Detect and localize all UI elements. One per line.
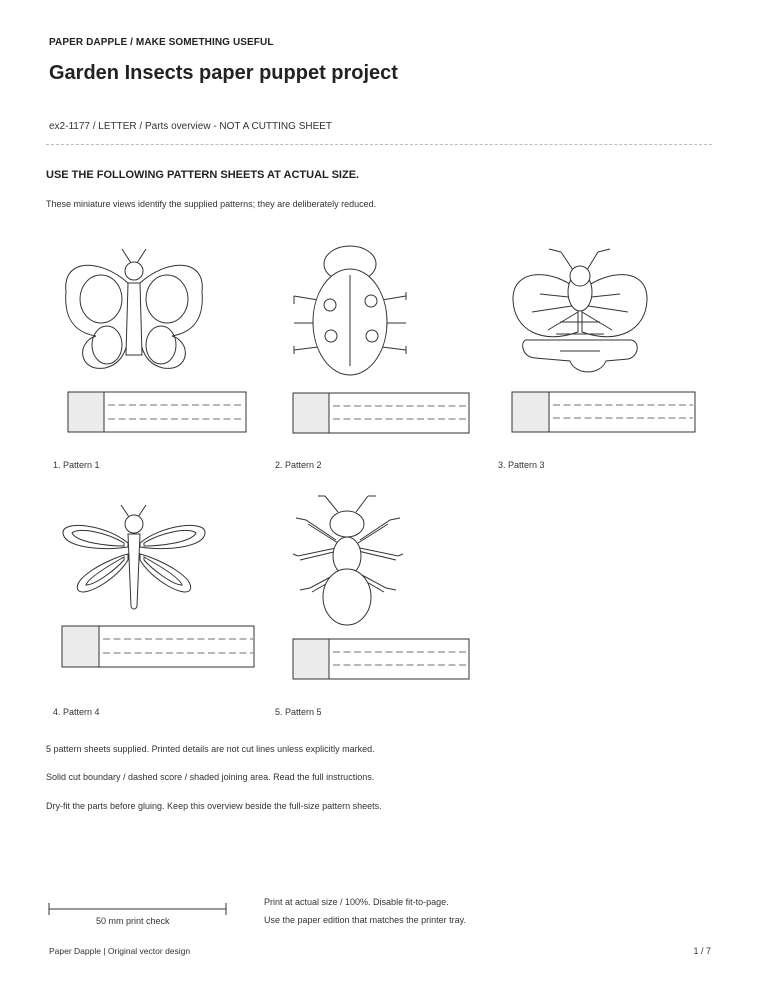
brand-breadcrumb: PAPER DAPPLE / MAKE SOMETHING USEFUL [49,37,274,48]
note-dry-fit: Dry-fit the parts before gluing. Keep this overview beside the full-size pattern sheets. [46,801,382,811]
pattern-5-ant-body [293,496,403,625]
pattern-3-bee-body [513,249,647,372]
pattern-2-joining-tab [293,393,469,433]
note-line-legend: Solid cut boundary / dashed score / shaded joining area. Read the full instructions. [46,772,375,782]
pattern-4-caption: 4. Pattern 4 [53,707,100,717]
pattern-5-caption: 5. Pattern 5 [275,707,322,717]
pattern-5-joining-tab [293,639,469,679]
print-note-actual-size: Print at actual size / 100%. Disable fit-to-page. [264,897,449,907]
page-number: 1 / 7 [693,946,711,956]
pattern-4-dragonfly-body [63,505,205,609]
note-sheets-supplied: 5 pattern sheets supplied. Printed details are not cut lines unless explicitly marked. [46,744,375,754]
footer-credit: Paper Dapple | Original vector design [49,946,191,956]
section-intro: These miniature views identify the supplied patterns; they are deliberately reduced. [46,199,377,209]
scale-bar-label: 50 mm print check [96,916,170,926]
section-heading: USE THE FOLLOWING PATTERN SHEETS AT ACTUAL SIZE. [46,169,360,181]
pattern-3-caption: 3. Pattern 3 [498,460,545,470]
pattern-1-caption: 1. Pattern 1 [53,460,100,470]
pattern-1-joining-tab [68,392,246,432]
scale-bar-50mm [49,903,226,915]
document-meta: ex2-1177 / LETTER / Parts overview - NOT A CUTTING SHEET [49,121,333,132]
pattern-2-ladybug-body [294,246,406,375]
page-title: Garden Insects paper puppet project [49,62,398,84]
pattern-3-joining-tab [512,392,695,432]
pattern-4-joining-tab [62,626,254,667]
pattern-2-caption: 2. Pattern 2 [275,460,322,470]
print-note-paper-edition: Use the paper edition that matches the printer tray. [264,915,466,925]
